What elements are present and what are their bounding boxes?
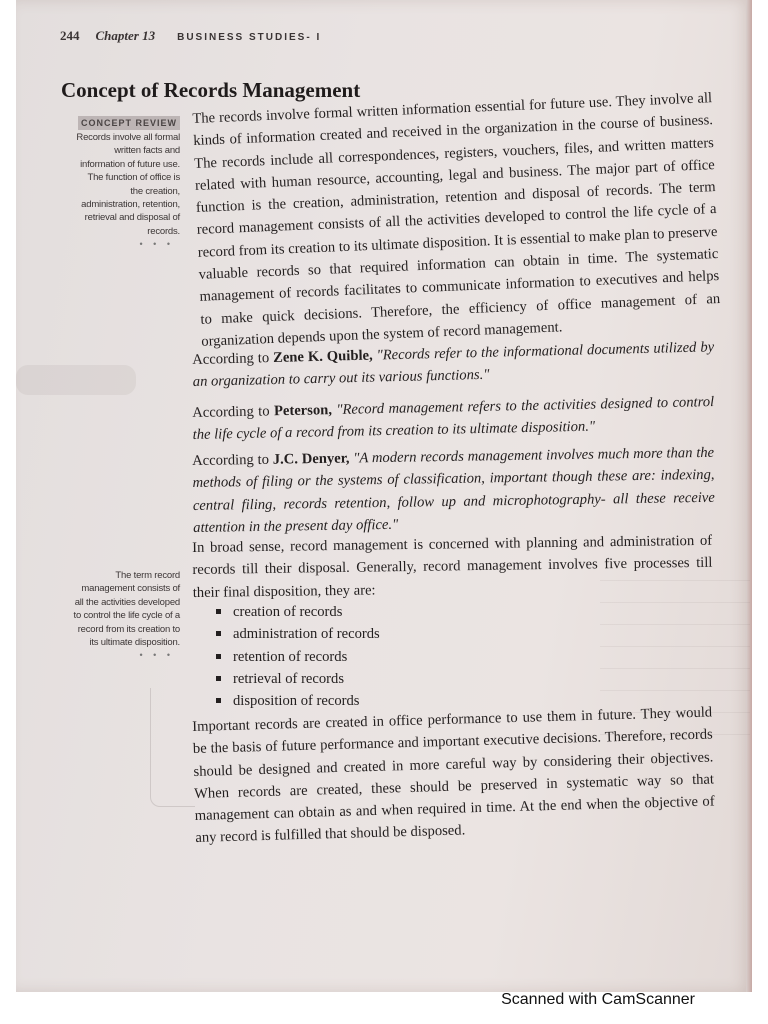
quote-text: "Records refer to the informational documents utilized by an organization to carry out its various functions." [192, 339, 715, 391]
sidebar-dots: • • • [139, 650, 174, 661]
book-title: BUSINESS STUDIES- I [177, 32, 322, 43]
sidebar-line: record from its creation to [77, 623, 180, 635]
bullet-icon [216, 609, 221, 614]
sidebar-line: all the activities developed [74, 596, 180, 608]
sidebar-bracket-line [150, 688, 195, 807]
list-item [216, 690, 380, 712]
page-edge-shadow [746, 0, 752, 992]
intro-paragraph: The records involve formal written information essential for future use. They involve all kinds of information created and received in the organization in the course of business. The records include all correspondences, registers, vouchers, files, and written matters related with human resource, accounting, legal and business. The major part of office function is the creation, administration, retention and disposal of records. The term record management consists of all the activities developed to control the life cycle of a record from its creation to its ultimate disposition. It is essential to make plan to preserve valuable records so that required information can obtain in time. The systematic management of records facilitates to communicate information to executives and helps to make quick decisions. Therefore, the efficiency of office management of an organization depends upon the system of record management. [192, 90, 721, 350]
sidebar-line: to control the life cycle of a [73, 610, 180, 622]
sidebar-line: records. [147, 225, 180, 237]
sidebar-line: its ultimate disposition. [89, 637, 180, 649]
record-management-sidebar-note [60, 569, 180, 663]
bullet-icon [216, 631, 221, 636]
quote-author: Peterson, [273, 402, 333, 420]
quote-prefix: According to [192, 451, 273, 469]
list-item-text: administration of records [233, 626, 380, 643]
record-processes-list [216, 601, 380, 712]
sidebar-line: information of future use. [80, 158, 180, 170]
list-item-text: retention of records [233, 648, 348, 665]
sidebar-line: Records involve all formal [76, 132, 180, 143]
sidebar-line: retrieval and disposal of [84, 212, 180, 224]
quote-prefix: According to [192, 350, 274, 368]
list-item-text: disposition of records [233, 693, 360, 710]
list-item [216, 623, 380, 645]
quote-author: Zene K. Quible, [272, 347, 373, 367]
list-item-text: creation of records [233, 604, 343, 620]
bullet-icon [216, 654, 221, 659]
list-item [216, 601, 380, 623]
chapter-label: Chapter 13 [95, 28, 156, 43]
quote-text: "Record management refers to the activities designed to control the life cycle of a record from its creation to its ultimate disposition." [192, 394, 715, 444]
concept-review-heading: CONCEPT REVIEW [78, 116, 180, 130]
broad-sense-paragraph: In broad sense, record management is concerned with planning and administration of records till their disposal. Generally, record management involves five processes till their final disposition, they are: [192, 532, 713, 601]
sidebar-line: The term record [115, 570, 180, 581]
sidebar-dots: • • • [139, 239, 174, 250]
quote-author: J.C. Denyer, [272, 450, 350, 468]
sidebar-line: The function of office is [87, 172, 180, 184]
running-header [60, 27, 321, 45]
sidebar-line: the creation, [130, 185, 180, 197]
bullet-icon [216, 676, 221, 681]
section-title: Concept of Records Management [61, 78, 361, 102]
bleed-through-box [16, 365, 136, 395]
concept-review-sidebar [60, 116, 180, 252]
page-number: 244 [60, 28, 80, 43]
quote-denyer [192, 442, 715, 539]
list-item [216, 646, 380, 668]
bullet-icon [216, 698, 221, 703]
sidebar-line: administration, retention, [81, 199, 180, 211]
list-item-text: retrieval of records [233, 670, 345, 687]
quote-prefix: According to [192, 403, 275, 421]
list-item [216, 668, 380, 690]
camscanner-watermark: Scanned with CamScanner [501, 991, 695, 1008]
sidebar-line: written facts and [114, 145, 180, 157]
quote-text: "A modern records management involves much more than the methods of filing or the systems of classification, important though these are: indexing, central filing, records retention, follow up and microphotography- all these receive attention in the present day office." [192, 444, 715, 536]
sidebar-line: management consists of [81, 583, 180, 595]
closing-paragraph: Important records are created in office performance to use them in future. They would be the basis of future performance and important executive decisions. Therefore, records should be designed and created in more careful way by considering their objectives. When records are created, these should be preserved in systematic way so that management can obtain as and when required in time. At the end when the objective of any record is fulfilled that should be disposed. [192, 704, 715, 847]
